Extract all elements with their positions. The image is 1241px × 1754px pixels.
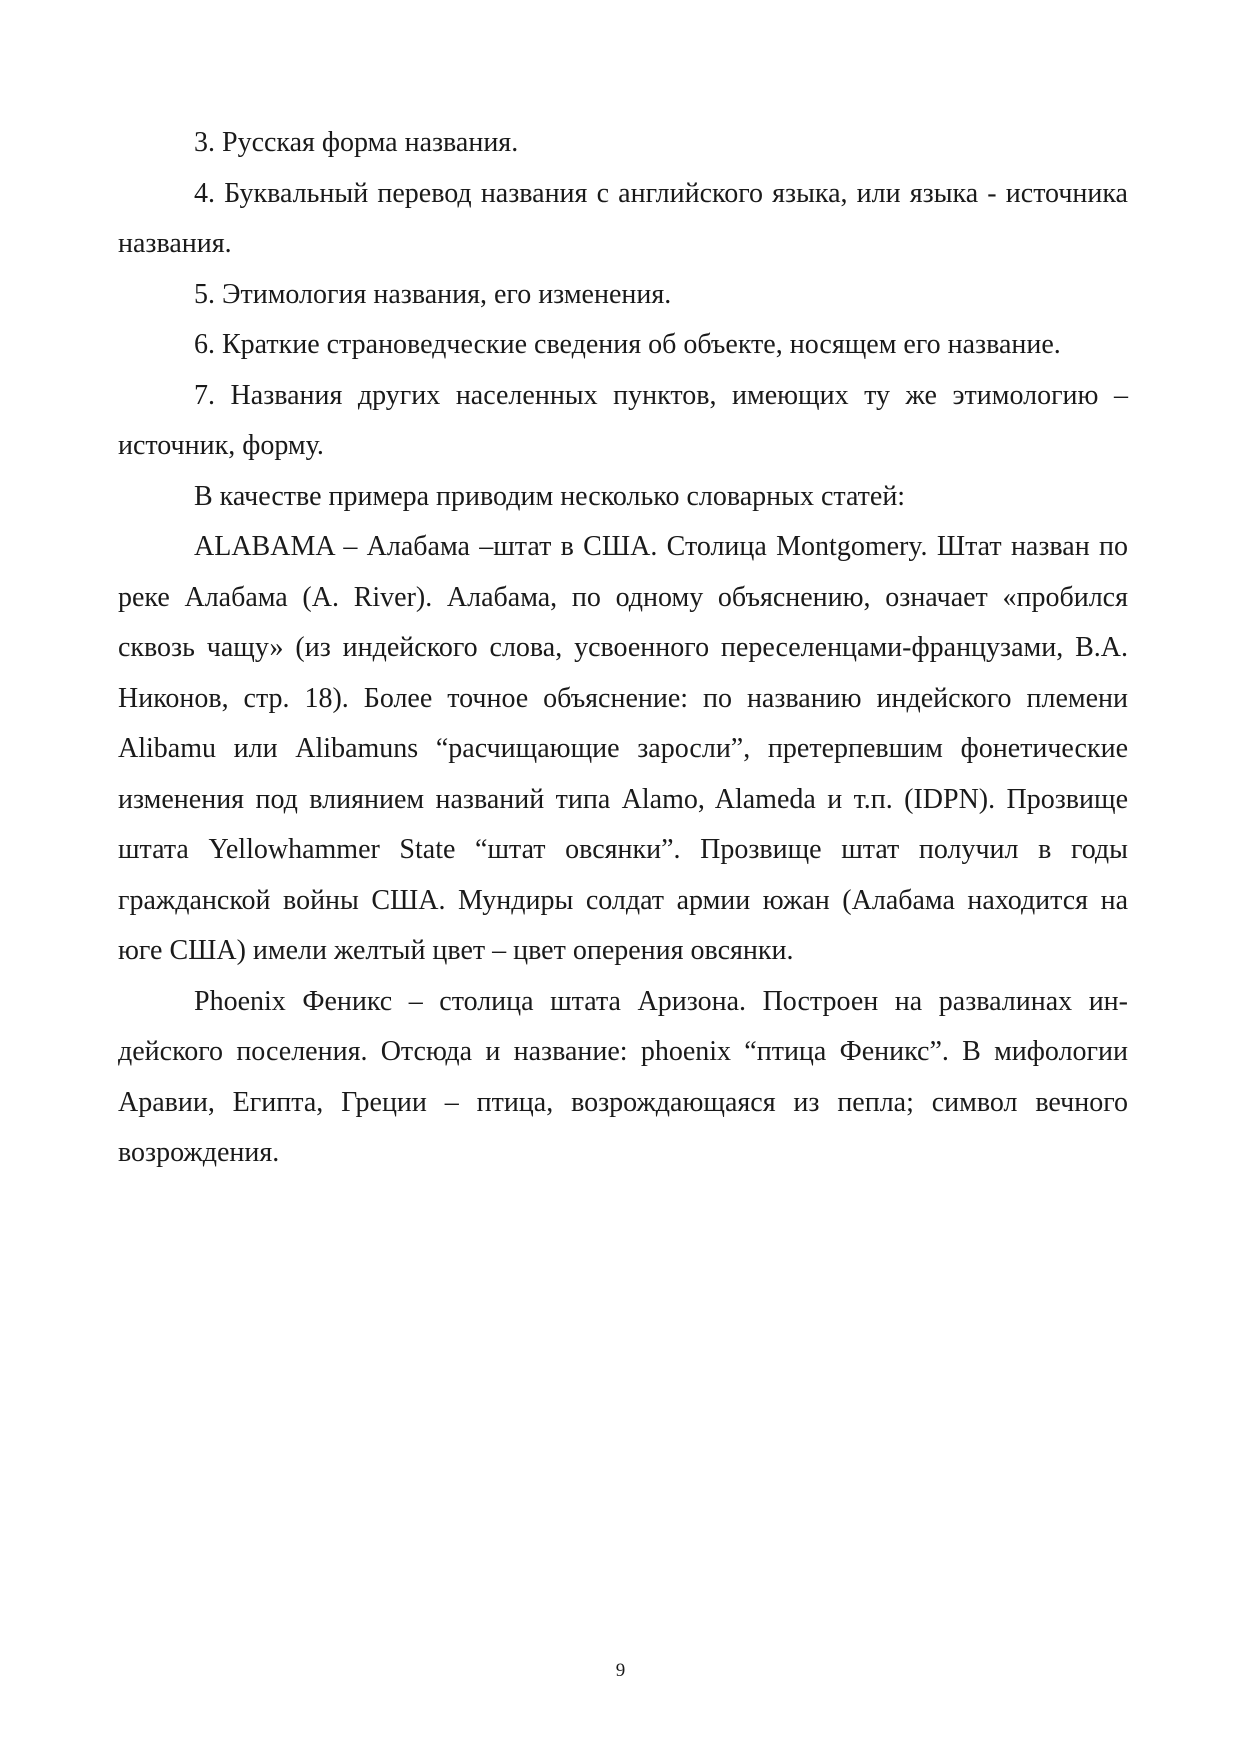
list-item-7: 7. Названия других населенных пунктов, имеющих ту же этимологию – источник, форму. xyxy=(118,379,1128,461)
list-item-3: 3. Русская форма названия. xyxy=(194,127,519,158)
examples-intro: В качестве примера приводим несколько словарных статей: xyxy=(194,480,906,512)
body-text xyxy=(118,118,1128,1179)
entry-phoenix: Phoenix Феникс – столица штата Аризона. Построен на развалинах индейского поселения. Отсюда и название: phoenix “птица Феникс”. В мифологии Аравии, Египта, Греции – птица, возрождающаяся из пепла; символ вечного возрождения. xyxy=(118,985,1128,1168)
list-item-6: 6. Краткие страноведческие сведения об объекте, носящем его название. xyxy=(194,329,1061,360)
list-item-4: 4. Буквальный перевод названия с английского языка, или языка - источника названия. xyxy=(118,177,1128,259)
entry-alabama: ALABAMA – Алабама –штат в США. Столица Montgomery. Штат назван по реке Алабама (A. River). Алабама, по одному объяснению, означает «пробился сквозь чащу» (из индейского слова, усвоенного переселенцами-французами, В.А. Никонов, стр. 18). Более точное объяснение: по названию индейского племени Alibamu или Alibamuns “расчищающие заросли”, претерпевшим фонетические изменения под влиянием названий типа Alamo, Alameda и т.п. (IDPN). Прозвище штата Yellowhammer State “штат овсянки”. Прозвище штат получил в годы гражданской войны США. Мундиры солдат армии южан (Алабама находится на юге США) имели желтый цвет – цвет оперения овсянки. xyxy=(118,531,1128,966)
page-number: 9 xyxy=(615,1660,626,1681)
list-item-5: 5. Этимология названия, его изменения. xyxy=(194,278,672,310)
